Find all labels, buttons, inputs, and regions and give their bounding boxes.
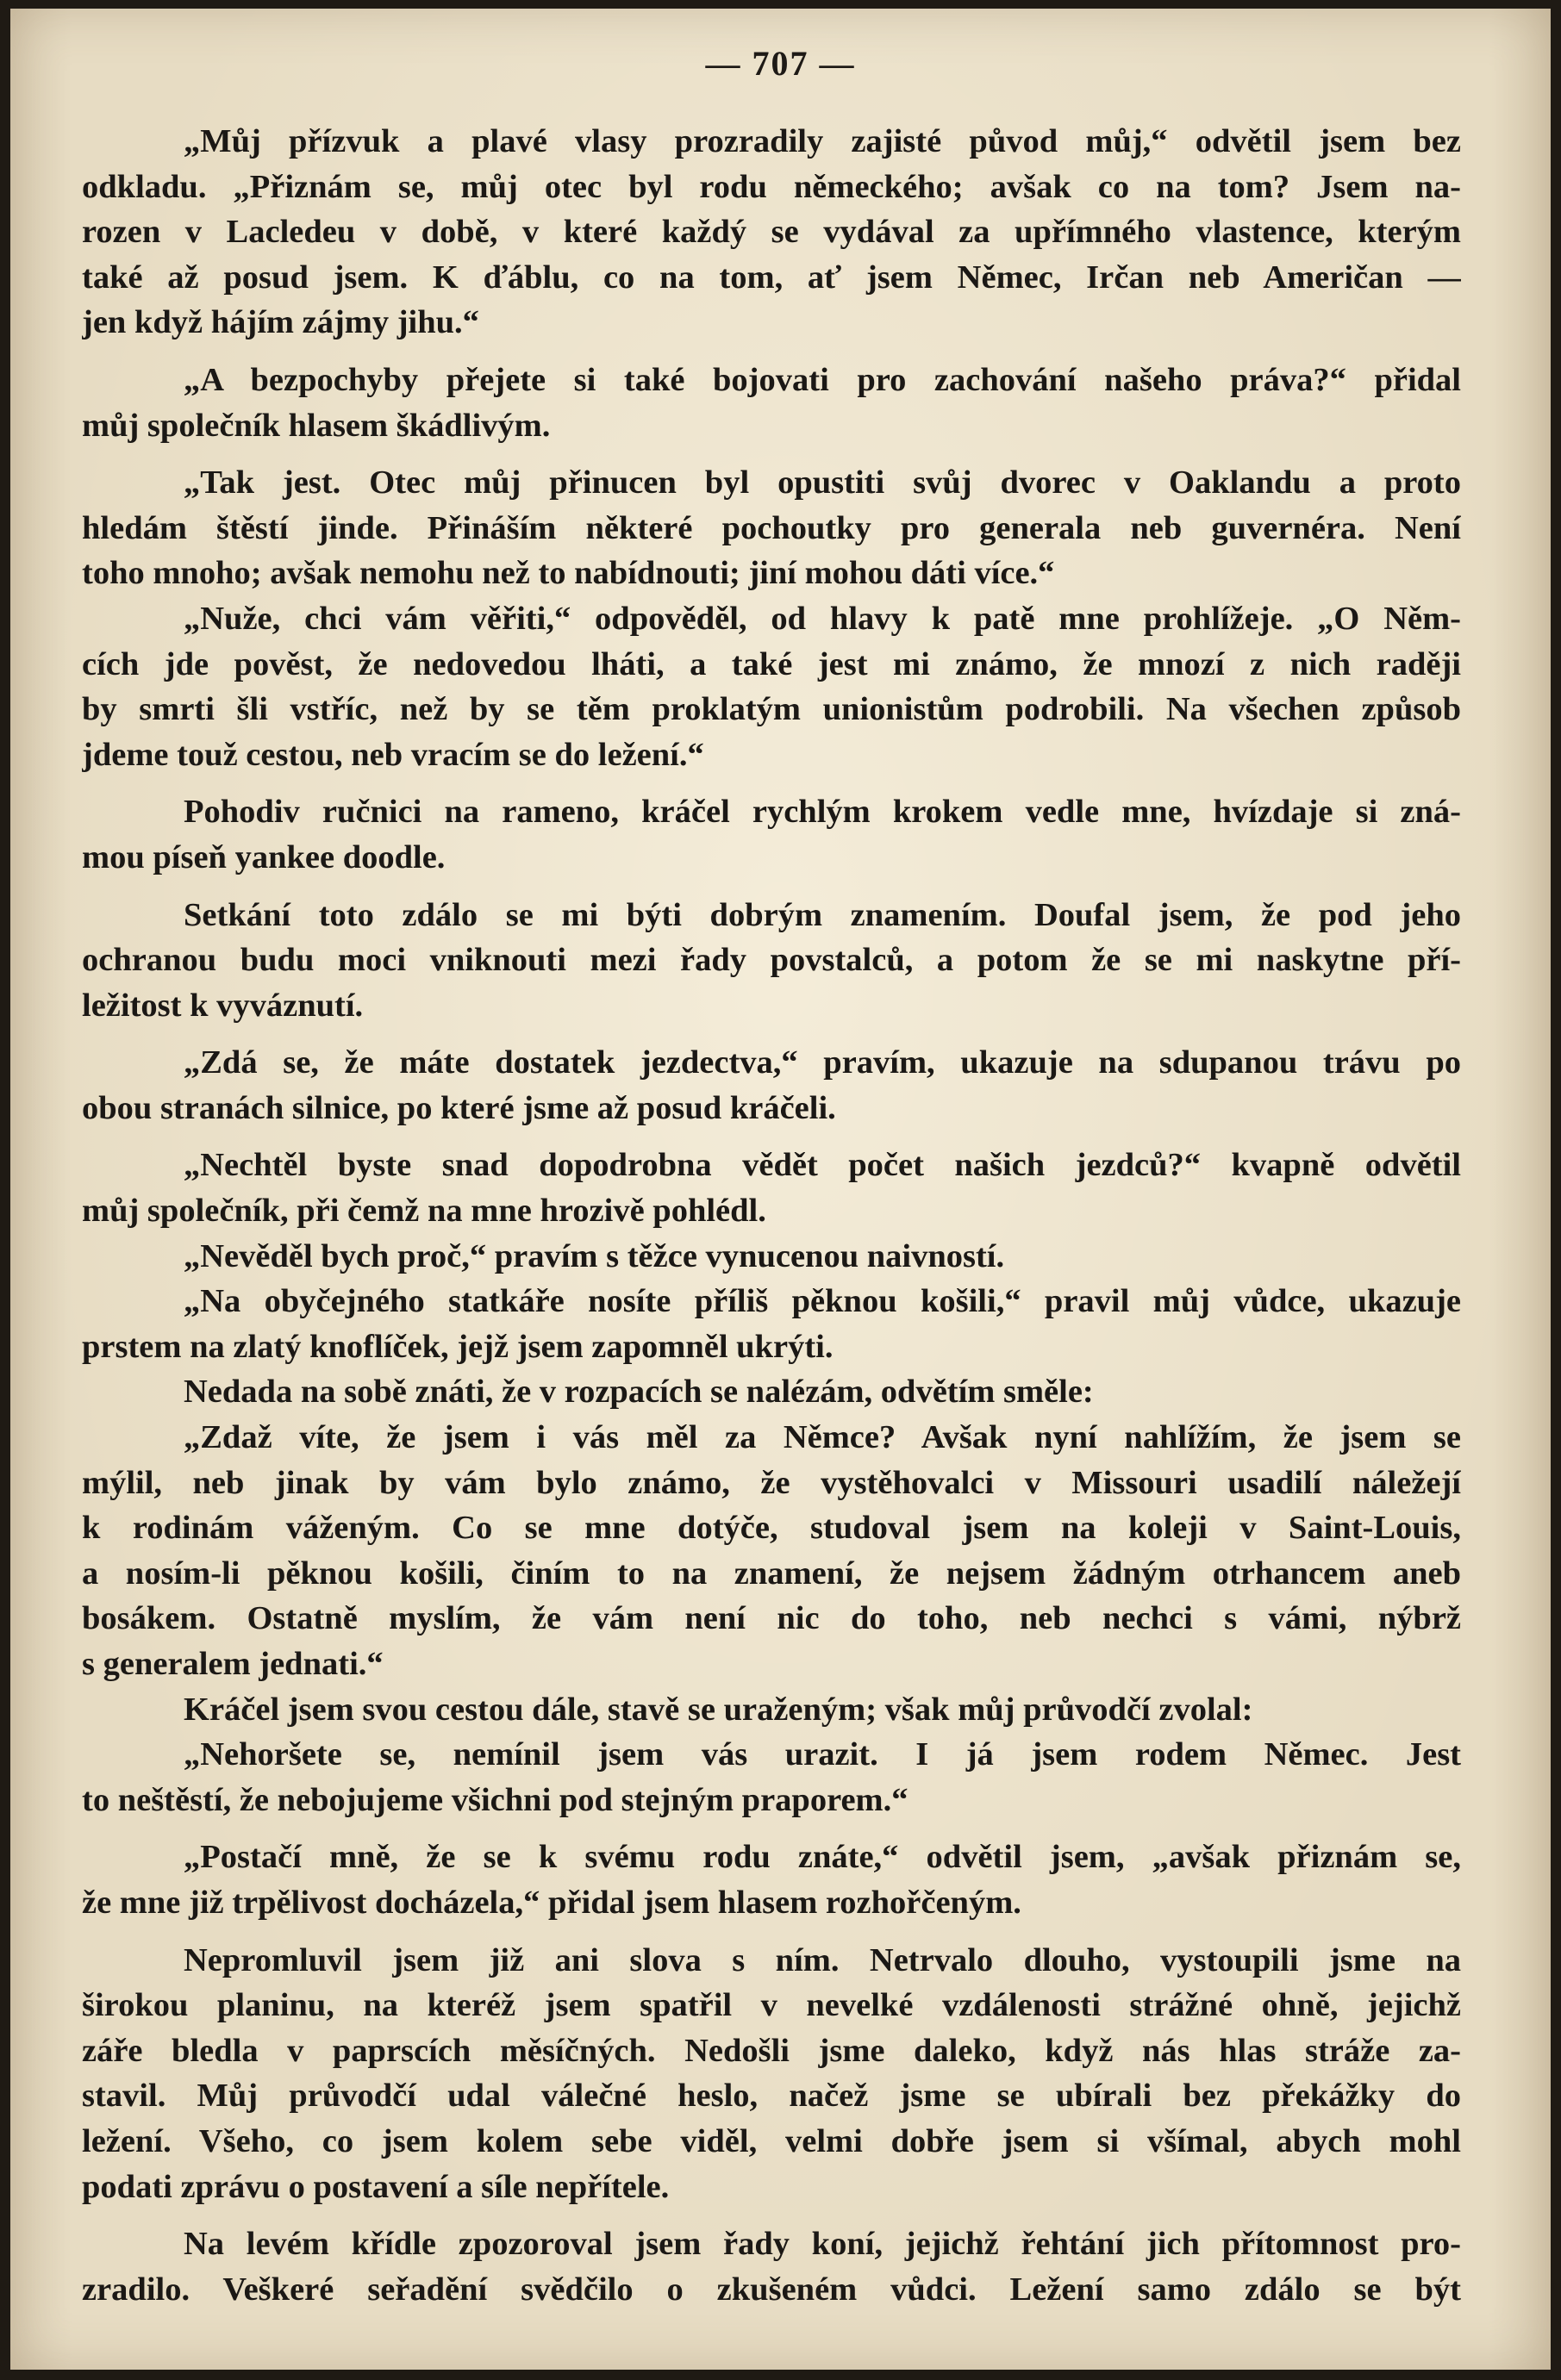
body-text (82, 119, 1461, 2312)
text-line: prstem na zlatý knoflíček, jejž jsem zapomněl ukrýti. (82, 1328, 834, 1365)
text-line: odkladu. „Přiznám se, můj otec byl rodu německého; avšak co na tom? Jsem na- (82, 168, 1461, 205)
book-page (10, 9, 1551, 2370)
text-line: „Tak jest. Otec můj přinucen byl opustiti svůj dvorec v Oaklandu a proto (184, 464, 1461, 502)
text-line: podati zprávu o postavení a síle nepřítele. (82, 2168, 670, 2205)
paragraph (82, 789, 1461, 880)
text-line: jen když hájím zájmy jihu.“ (82, 304, 479, 341)
text-line: toho mnoho; avšak nemohu než to nabídnouti; jiní mohou dáti více.“ (82, 555, 1055, 592)
text-line: mýlil, neb jinak by vám bylo známo, že vystěhovalci v Missouri usadilí náležejí (82, 1464, 1461, 1501)
text-line: jdeme touž cestou, neb vracím se do ležení.“ (82, 736, 704, 773)
text-line: „Můj přízvuk a plavé vlasy prozradily zajisté původ můj,“ odvětil jsem bez (184, 123, 1461, 159)
page-number: — 707 — (705, 44, 856, 83)
paragraph (82, 1415, 1461, 1687)
text-line: můj společník hlasem škádlivým. (82, 407, 551, 444)
text-line: „Nehoršete se, nemínil jsem vás urazit. I já jsem rodem Němec. Jest (184, 1736, 1461, 1773)
text-line: „Nevěděl bych proč,“ pravím s těžce vynucenou naivností. (184, 1237, 1005, 1274)
text-line: a nosím-li pěknou košili, činím to na znamení, že nejsem žádným otrhancem aneb (82, 1554, 1461, 1592)
paragraph (82, 2221, 1461, 2312)
text-line: „Nuže, chci vám věřiti,“ odpověděl, od hlavy k patě mne prohlížeje. „O Něm- (184, 600, 1461, 637)
text-line: ochranou budu moci vniknouti mezi řady povstalců, a potom že se mi naskytne pří- (82, 942, 1461, 979)
text-line: „A bezpochyby přejete si také bojovati pro zachování našeho práva?“ přidal (184, 361, 1461, 398)
text-line: záře bledla v paprscích měsíčných. Nedošli jsme daleko, když nás hlas stráže za- (82, 2032, 1461, 2069)
paragraph (82, 1938, 1461, 2210)
text-line: Nepromluvil jsem již ani slova s ním. Netrvalo dlouho, vystoupili jsme na (184, 1941, 1461, 1978)
paragraph (82, 1040, 1461, 1131)
text-line: obou stranách silnice, po které jsme až posud kráčeli. (82, 1089, 836, 1126)
text-line: „Na obyčejného statkáře nosíte příliš pěknou košili,“ pravil můj vůdce, ukazuje (184, 1283, 1461, 1320)
text-line: „Zdá se, že máte dostatek jezdectva,“ pravím, ukazuje na sdupanou trávu po (184, 1044, 1461, 1081)
text-line: Setkání toto zdálo se mi býti dobrým znamením. Doufal jsem, že pod jeho (184, 896, 1461, 933)
paragraph (82, 119, 1461, 346)
text-line: můj společník, při čemž na mne hrozivě pohlédl. (82, 1193, 766, 1230)
text-line: rozen v Lacledeu v době, v které každý se vydával za upřímného vlastence, kterým (82, 214, 1461, 251)
text-line: ležení. Všeho, co jsem kolem sebe viděl, velmi dobře jsem si všímal, abych mohl (82, 2122, 1461, 2159)
paragraph (82, 460, 1461, 596)
paragraph (82, 596, 1461, 777)
text-line: Na levém křídle zpozoroval jsem řady koní, jejichž řehtání jich přítomnost pro- (184, 2226, 1461, 2263)
text-line: širokou planinu, na kteréž jsem spatřil v nevelké vzdálenosti strážné ohně, jejichž (82, 1987, 1461, 2024)
text-line: s generalem jednati.“ (82, 1646, 384, 1682)
text-line: hledám štěstí jinde. Přináším některé pochoutky pro generala neb guvernéra. Není (82, 509, 1461, 546)
text-line: by smrti šli vstříc, než by se těm proklatým unionistům podrobili. Na všechen způsob (82, 691, 1461, 728)
paragraph (82, 1732, 1461, 1822)
text-line: ležitost k vyváznutí. (82, 987, 364, 1024)
text-line: že mne již trpělivost docházela,“ přidal jsem hlasem rozhořčeným. (82, 1884, 1021, 1921)
text-line: „Nechtěl byste snad dopodrobna vědět počet našich jezdců?“ kvapně odvětil (184, 1147, 1461, 1184)
paragraph (82, 1687, 1461, 1733)
paragraph (82, 1835, 1461, 1925)
text-line: stavil. Můj průvodčí udal válečné heslo, načež jsme se ubírali bez překážky do (82, 2078, 1461, 2115)
paragraph (82, 893, 1461, 1029)
text-line: k rodinám váženým. Co se mne dotýče, studoval jsem na koleji v Saint-Louis, (82, 1510, 1461, 1547)
text-line: to neštěstí, že nebojujeme všichni pod stejným praporem.“ (82, 1781, 909, 1818)
paragraph (82, 358, 1461, 448)
text-line: také až posud jsem. K ďáblu, co na tom, ať jsem Němec, Irčan neb Američan — (82, 259, 1461, 296)
text-line: Nedada na sobě znáti, že v rozpacích se nalézám, odvětím směle: (184, 1374, 1094, 1411)
text-line: zradilo. Veškeré seřadění svědčilo o zkušeném vůdci. Ležení samo zdálo se být (82, 2271, 1461, 2308)
paragraph (82, 1143, 1461, 1233)
text-line: „Zdaž víte, že jsem i vás měl za Němce? Avšak nyní nahlížím, že jsem se (184, 1419, 1461, 1456)
text-line: Kráčel jsem svou cestou dále, stavě se uraženým; však můj průvodčí zvolal: (184, 1691, 1253, 1728)
paragraph (82, 1369, 1461, 1415)
text-line: Pohodiv ručnici na rameno, kráčel rychlým krokem vedle mne, hvízdaje si zná- (184, 794, 1461, 831)
text-line: cích jde pověst, že nedovedou lháti, a také jest mi známo, že mnozí z nich raději (82, 645, 1461, 682)
text-line: bosákem. Ostatně myslím, že vám není nic do toho, neb nechci s vámi, nýbrž (82, 1600, 1461, 1637)
text-line: mou píseň yankee doodle. (82, 838, 446, 875)
text-line: „Postačí mně, že se k svému rodu znáte,“ odvětil jsem, „avšak přiznám se, (184, 1839, 1461, 1876)
paragraph (82, 1279, 1461, 1369)
paragraph (82, 1234, 1461, 1280)
